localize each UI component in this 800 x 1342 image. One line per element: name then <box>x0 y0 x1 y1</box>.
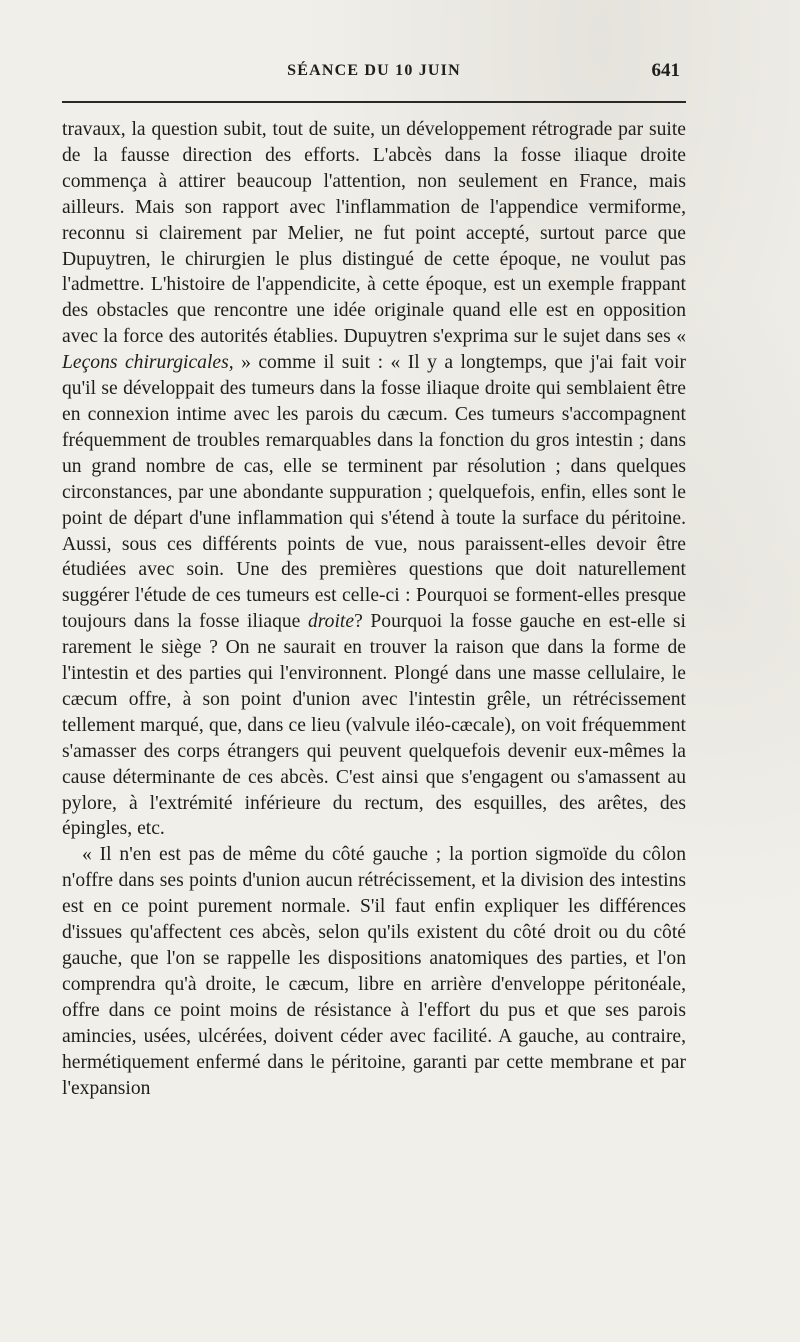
paragraph-1-part-2: » comme il suit : « Il y a longtemps, que j'ai fait voir qu'il se développait des tumeurs dans la fosse iliaque droite qui semblaient être en connexion intime avec les parois du cæcum. Ces tumeurs s'accompagnent fréquemment de troubles remarquables dans la fonction du gros intestin ; dans un grand nombre de cas, elle se terminent par résolution ; dans quelques circonstances, par une abondante suppuration ; quelquefois, enfin, elles sont le point de départ d'une inflammation qui s'étend à toute la surface du péritoine. Aussi, sous ces différents points de vue, nous paraissent-elles devoir être étudiées avec soin. Une des premières questions que doit naturellement suggérer l'étude de ces tumeurs est celle-ci : Pourquoi se forment-elles presque toujours dans la fosse iliaque <box>62 352 686 633</box>
paragraph-1 <box>62 117 686 842</box>
page-header <box>62 58 686 86</box>
emphasis-droite: droite <box>307 611 355 633</box>
running-head: SÉANCE DU 10 JUIN <box>287 62 461 79</box>
paragraph-1-part-3: ? Pourquoi la fosse gauche en est-elle si rarement le siège ? On ne saurait en trouver la raison que dans la forme de l'intestin et des parties qui l'environnent. Plongé dans une masse cellulaire, le cæcum offre, à son point d'union avec l'intestin grêle, un rétrécissement tellement marqué, que, dans ce lieu (valvule iléo-cæcale), on voit fréquemment s'amasser des corps étrangers qui peuvent quelquefois devenir eux-mêmes la cause déterminante de ces abcès. C'est ainsi que s'engagent ou s'amassent au pylore, à l'extrémité inférieure du rectum, des esquilles, des arêtes, des épingles, etc. <box>62 611 686 840</box>
paragraph-1-part-1: travaux, la question subit, tout de suite, un développement rétrograde par suite de la fausse direction des efforts. L'abcès dans la fosse iliaque droite commença à attirer beaucoup l'attention, non seulement en France, mais ailleurs. Mais son rapport avec l'inflammation de l'appendice vermiforme, reconnu si clairement par Melier, ne fut point accepté, surtout parce que Dupuytren, le chirurgien le plus distingué de cette époque, ne voulut pas l'admettre. L'histoire de l'appendicite, à cette époque, est un exemple frappant des obstacles que rencontre une idée originale quand elle est en opposition avec la force des autorités établies. Dupuytren s'exprima sur le sujet dans ses « <box>62 119 686 348</box>
header-rule <box>62 101 686 103</box>
page-number: 641 <box>651 60 680 81</box>
book-title: Leçons chirurgicales, <box>62 352 234 374</box>
paragraph-2: « Il n'en est pas de même du côté gauche ; la portion sigmoïde du côlon n'offre dans ses points d'union aucun rétrécissement, et la division des intestins est en ce point purement normale. S'il faut enfin expliquer les différences d'issues qu'affectent ces abcès, selon qu'ils existent du côté droit ou du côté gauche, que l'on se rappelle les dispositions anatomiques des parties, et l'on comprendra qu'à droite, le cæcum, libre en arrière d'enveloppe péritonéale, offre dans ce point moins de résistance à l'effort du pus et que ses parois amincies, usées, ulcérées, doivent céder avec facilité. A gauche, au contraire, hermétiquement enfermé dans le péritoine, garanti par cette membrane et par l'expansion <box>62 844 686 1099</box>
body-text <box>62 117 686 1101</box>
